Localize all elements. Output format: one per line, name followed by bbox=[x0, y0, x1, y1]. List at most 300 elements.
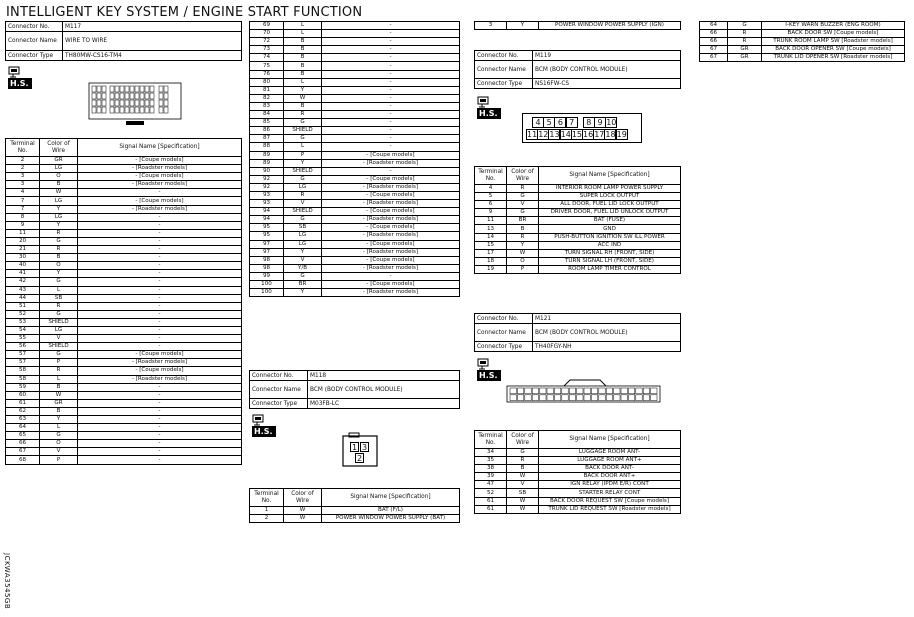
terminal-no: 67 bbox=[700, 54, 728, 62]
wire-color: B bbox=[507, 465, 539, 473]
wire-color: O bbox=[507, 257, 539, 265]
signal-name: - bbox=[78, 294, 242, 302]
terminal-no: 65 bbox=[6, 432, 40, 440]
terminal-no: 41 bbox=[6, 270, 40, 278]
signal-name: - bbox=[322, 30, 460, 38]
pin-cavity bbox=[125, 93, 129, 99]
terminal-no: 52 bbox=[6, 310, 40, 318]
label: Connector No. bbox=[6, 22, 63, 32]
connector-pin: 10 bbox=[606, 118, 617, 127]
connector-type: M03FB-LC bbox=[308, 399, 460, 409]
wire-color: SB bbox=[507, 489, 539, 497]
connector-no: M117 bbox=[63, 22, 242, 32]
table-row bbox=[250, 135, 460, 143]
connector-pin: 11 bbox=[527, 130, 538, 139]
table-row bbox=[6, 326, 242, 334]
table-row bbox=[6, 343, 242, 351]
pin-cavity bbox=[150, 100, 154, 106]
signal-name: - bbox=[322, 135, 460, 143]
terminal-no: 38 bbox=[475, 465, 507, 473]
table-row bbox=[250, 62, 460, 70]
wire-color: BR bbox=[284, 281, 322, 289]
m121-terminal-table bbox=[474, 430, 681, 514]
m119-connector-face bbox=[522, 113, 642, 143]
table-row bbox=[475, 505, 681, 513]
wire-color: LG bbox=[40, 165, 78, 173]
signal-name: - [Coupe models] bbox=[78, 173, 242, 181]
wire-color: W bbox=[40, 391, 78, 399]
terminal-no: 57 bbox=[6, 359, 40, 367]
header-color: Color of Wire bbox=[284, 489, 322, 507]
table-row bbox=[250, 232, 460, 240]
terminal-no: 63 bbox=[6, 416, 40, 424]
signal-name: - bbox=[78, 407, 242, 415]
m118-terminal-table bbox=[249, 488, 460, 523]
terminal-no: 57 bbox=[6, 351, 40, 359]
connector-type: TH40FGY-NH bbox=[533, 342, 681, 352]
pin-cavity bbox=[606, 388, 612, 394]
terminal-no: 56 bbox=[6, 343, 40, 351]
label: Connector Name bbox=[6, 32, 63, 51]
table-row bbox=[6, 302, 242, 310]
terminal-no: 47 bbox=[475, 481, 507, 489]
table-row bbox=[6, 173, 242, 181]
signal-name: - bbox=[322, 78, 460, 86]
pin-cavity bbox=[562, 395, 568, 401]
wire-color: B bbox=[284, 102, 322, 110]
terminal-no: 60 bbox=[6, 391, 40, 399]
pin-cavity bbox=[145, 107, 149, 113]
header-color: Color of Wire bbox=[507, 431, 539, 449]
table-row bbox=[700, 54, 905, 62]
table-row bbox=[250, 248, 460, 256]
pin-cavity bbox=[547, 388, 553, 394]
table-row bbox=[6, 359, 242, 367]
terminal-no: 13 bbox=[475, 225, 507, 233]
signal-name: - bbox=[78, 221, 242, 229]
pin-cavity bbox=[636, 395, 642, 401]
pin-cavity bbox=[164, 86, 168, 92]
pin-cavity bbox=[584, 395, 590, 401]
pin-cavity bbox=[577, 395, 583, 401]
terminal-no: 88 bbox=[250, 143, 284, 151]
wire-color: W bbox=[507, 249, 539, 257]
terminal-no: 73 bbox=[250, 46, 284, 54]
wire-color: B bbox=[40, 181, 78, 189]
wire-color: V bbox=[284, 200, 322, 208]
table-row bbox=[475, 497, 681, 505]
terminal-no: 51 bbox=[6, 302, 40, 310]
pin-cavity bbox=[145, 86, 149, 92]
pin-cavity bbox=[517, 395, 523, 401]
m117-connector-face bbox=[88, 82, 184, 126]
signal-name: - bbox=[322, 272, 460, 280]
wire-color: R bbox=[40, 302, 78, 310]
signal-name: - bbox=[78, 270, 242, 278]
table-row bbox=[250, 111, 460, 119]
terminal-no: 15 bbox=[475, 241, 507, 249]
signal-name: - bbox=[78, 424, 242, 432]
pin-2: 2 bbox=[356, 454, 363, 463]
table-row bbox=[6, 286, 242, 294]
terminal-no: 76 bbox=[250, 70, 284, 78]
pin-cavity bbox=[621, 388, 627, 394]
table-row bbox=[6, 270, 242, 278]
terminal-no: 21 bbox=[6, 246, 40, 254]
terminal-no: 100 bbox=[250, 281, 284, 289]
terminal-no: 39 bbox=[475, 473, 507, 481]
label: Connector No. bbox=[475, 314, 533, 324]
signal-name: STARTER RELAY CONT bbox=[539, 489, 681, 497]
connector-type: TH80MW-CS16-TM4 bbox=[63, 51, 242, 61]
pin-cavity bbox=[135, 107, 139, 113]
wire-color: R bbox=[507, 457, 539, 465]
m121-connector-face bbox=[506, 378, 662, 404]
wire-color: Y bbox=[284, 159, 322, 167]
pin-cavity bbox=[554, 395, 560, 401]
pin-cavity bbox=[532, 388, 538, 394]
signal-name: - bbox=[78, 343, 242, 351]
signal-name: - [Coupe models] bbox=[322, 256, 460, 264]
signal-name: TRUNK LID REQUEST SW [Roadster models] bbox=[539, 505, 681, 513]
pin-cavity bbox=[130, 93, 134, 99]
pin-cavity bbox=[651, 388, 657, 394]
terminal-no: 11 bbox=[6, 229, 40, 237]
wire-color: Y bbox=[284, 248, 322, 256]
pin-cavity bbox=[92, 86, 96, 92]
table-row bbox=[250, 191, 460, 199]
wire-color: Y bbox=[40, 416, 78, 424]
pin-cavity bbox=[517, 388, 523, 394]
hs-icon bbox=[476, 358, 502, 380]
wire-color: Y bbox=[284, 289, 322, 297]
pin-cavity bbox=[164, 100, 168, 106]
signal-name: - [Roadster models] bbox=[322, 264, 460, 272]
table-row bbox=[250, 264, 460, 272]
pin-cavity bbox=[525, 395, 531, 401]
hs-icon bbox=[251, 414, 277, 436]
wire-color: W bbox=[40, 189, 78, 197]
terminal-no: 97 bbox=[250, 240, 284, 248]
signal-name: - [Roadster models] bbox=[322, 216, 460, 224]
signal-name: DRIVER DOOR, FUEL LID UNLOCK OUTPUT bbox=[539, 209, 681, 217]
figure-id: JCKWA3545GB bbox=[3, 553, 11, 610]
table-row bbox=[6, 391, 242, 399]
wire-color: GR bbox=[40, 399, 78, 407]
pin-cavity bbox=[115, 107, 119, 113]
table-row bbox=[6, 229, 242, 237]
connector-pin: 5 bbox=[543, 117, 555, 128]
terminal-no: 53 bbox=[6, 318, 40, 326]
connector-pin: 12 bbox=[538, 130, 549, 139]
signal-name: POWER WINDOW POWER SUPPLY (BAT) bbox=[322, 515, 460, 523]
pin-cavity bbox=[510, 395, 516, 401]
terminal-no: 8 bbox=[6, 213, 40, 221]
terminal-no: 7 bbox=[6, 205, 40, 213]
terminal-no: 20 bbox=[6, 237, 40, 245]
pin-cavity bbox=[92, 100, 96, 106]
terminal-no: 34 bbox=[475, 449, 507, 457]
signal-name: - bbox=[322, 46, 460, 54]
wire-color: G bbox=[507, 209, 539, 217]
pin-1: 1 bbox=[351, 443, 358, 452]
signal-name: - bbox=[322, 127, 460, 135]
table-row bbox=[250, 70, 460, 78]
connector-name: BCM (BODY CONTROL MODULE) bbox=[308, 381, 460, 399]
header-signal: Signal Name [Specification] bbox=[322, 489, 460, 507]
signal-name: BACK DOOR REQUEST SW [Coupe models] bbox=[539, 497, 681, 505]
wire-color: B bbox=[40, 254, 78, 262]
wire-color: SB bbox=[284, 224, 322, 232]
signal-name: - bbox=[78, 262, 242, 270]
terminal-no: 66 bbox=[700, 38, 728, 46]
pin-cavity bbox=[140, 100, 144, 106]
pin-cavity bbox=[110, 86, 114, 92]
connector-pin: 8 bbox=[583, 117, 595, 128]
wire-color: G bbox=[507, 449, 539, 457]
table-row bbox=[250, 143, 460, 151]
signal-name: - [Coupe models] bbox=[78, 367, 242, 375]
terminal-no: 66 bbox=[700, 30, 728, 38]
table-row bbox=[6, 399, 242, 407]
header-signal: Signal Name [Specification] bbox=[539, 431, 681, 449]
signal-name: - bbox=[78, 391, 242, 399]
pin-cavity bbox=[120, 93, 124, 99]
pin-cavity bbox=[102, 100, 106, 106]
wire-color: W bbox=[284, 507, 322, 515]
pin-cavity bbox=[159, 100, 163, 106]
m118-info bbox=[249, 370, 460, 409]
pin-cavity bbox=[130, 107, 134, 113]
wire-color: G bbox=[40, 310, 78, 318]
header-terminal: Terminal No. bbox=[475, 167, 507, 185]
terminal-no: 3 bbox=[6, 173, 40, 181]
header-terminal: Terminal No. bbox=[475, 431, 507, 449]
table-row bbox=[475, 465, 681, 473]
signal-name: - bbox=[322, 102, 460, 110]
signal-name: - [Coupe models] bbox=[78, 197, 242, 205]
signal-name: - [Coupe models] bbox=[322, 191, 460, 199]
signal-name: - bbox=[78, 448, 242, 456]
signal-name: TURN SIGNAL RH (FRONT, SIDE) bbox=[539, 249, 681, 257]
terminal-no: 30 bbox=[6, 254, 40, 262]
signal-name: PUSH-BUTTON IGNITION SW ILL POWER bbox=[539, 233, 681, 241]
table-row bbox=[250, 515, 460, 523]
signal-name: - bbox=[78, 286, 242, 294]
table-row bbox=[6, 205, 242, 213]
terminal-no: 42 bbox=[6, 278, 40, 286]
wire-color: G bbox=[284, 119, 322, 127]
connector-pin: 6 bbox=[554, 117, 566, 128]
hs-label: H.S. bbox=[254, 427, 273, 436]
signal-name: - [Roadster models] bbox=[78, 359, 242, 367]
pin-cavity bbox=[102, 93, 106, 99]
wire-color: BR bbox=[507, 217, 539, 225]
signal-name: - bbox=[78, 302, 242, 310]
signal-name: TURN SIGNAL LH (FRONT, SIDE) bbox=[539, 257, 681, 265]
connector-pin: 14 bbox=[560, 130, 571, 139]
pin-cavity bbox=[159, 107, 163, 113]
pin-cavity bbox=[540, 395, 546, 401]
signal-name: - bbox=[78, 278, 242, 286]
signal-name: POWER WINDOW POWER SUPPLY (IGN) bbox=[539, 22, 681, 30]
pin-cavity bbox=[547, 395, 553, 401]
signal-name: - bbox=[78, 246, 242, 254]
wire-color: R bbox=[507, 233, 539, 241]
terminal-no: 67 bbox=[6, 448, 40, 456]
terminal-no: 1 bbox=[250, 507, 284, 515]
table-row bbox=[475, 209, 681, 217]
pin-cavity bbox=[591, 395, 597, 401]
signal-name: BACK DOOR OPENER SW [Coupe models] bbox=[762, 46, 905, 54]
pin-cavity bbox=[92, 107, 96, 113]
pin-cavity bbox=[97, 100, 101, 106]
signal-name: BAT (F/L) bbox=[322, 507, 460, 515]
table-row bbox=[6, 424, 242, 432]
wire-color: O bbox=[40, 262, 78, 270]
terminal-no: 95 bbox=[250, 232, 284, 240]
signal-name: - bbox=[322, 119, 460, 127]
signal-name: ACC IND bbox=[539, 241, 681, 249]
wire-color: G bbox=[40, 237, 78, 245]
terminal-no: 70 bbox=[250, 30, 284, 38]
pin-cavity bbox=[159, 93, 163, 99]
terminal-no: 58 bbox=[6, 375, 40, 383]
wire-color: W bbox=[507, 497, 539, 505]
wire-color: B bbox=[284, 46, 322, 54]
terminal-no: 61 bbox=[475, 497, 507, 505]
wire-color: SHIELD bbox=[40, 318, 78, 326]
signal-name: LUGGAGE ROOM ANT- bbox=[539, 449, 681, 457]
terminal-no: 64 bbox=[700, 22, 728, 30]
signal-name: - [Roadster models] bbox=[322, 248, 460, 256]
pin-cavity bbox=[120, 100, 124, 106]
pin-cavity bbox=[614, 388, 620, 394]
table-row bbox=[250, 38, 460, 46]
table-row bbox=[6, 310, 242, 318]
wire-color: LG bbox=[284, 240, 322, 248]
pin-cavity bbox=[510, 388, 516, 394]
pin-cavity bbox=[651, 395, 657, 401]
terminal-no: 82 bbox=[250, 94, 284, 102]
signal-name: - bbox=[78, 237, 242, 245]
table-row bbox=[250, 208, 460, 216]
wire-color: L bbox=[40, 286, 78, 294]
pin-cavity bbox=[110, 107, 114, 113]
page-title: INTELLIGENT KEY SYSTEM / ENGINE START FUNCTION bbox=[6, 5, 363, 20]
terminal-no: 87 bbox=[250, 135, 284, 143]
wire-color: LG bbox=[284, 183, 322, 191]
wire-color: L bbox=[40, 375, 78, 383]
signal-name: - bbox=[322, 111, 460, 119]
connector-no: M118 bbox=[308, 371, 460, 381]
terminal-no: 14 bbox=[475, 233, 507, 241]
terminal-no: 18 bbox=[475, 257, 507, 265]
table-row bbox=[6, 278, 242, 286]
pin-cavity bbox=[130, 86, 134, 92]
table-row bbox=[250, 183, 460, 191]
connector-name: BCM (BODY CONTROL MODULE) bbox=[533, 324, 681, 342]
pin-cavity bbox=[562, 388, 568, 394]
terminal-no: 75 bbox=[250, 62, 284, 70]
terminal-no: 98 bbox=[250, 256, 284, 264]
pin-cavity bbox=[150, 107, 154, 113]
signal-name: - [Coupe models] bbox=[322, 151, 460, 159]
pin-cavity bbox=[621, 395, 627, 401]
terminal-no: 19 bbox=[475, 265, 507, 273]
table-row bbox=[6, 383, 242, 391]
connector-no: M121 bbox=[533, 314, 681, 324]
m119-info bbox=[474, 50, 681, 89]
wire-color: SHIELD bbox=[284, 127, 322, 135]
signal-name: - [Coupe models] bbox=[78, 351, 242, 359]
wire-color: G bbox=[284, 216, 322, 224]
table-row bbox=[250, 289, 460, 297]
pin-cavity bbox=[102, 107, 106, 113]
terminal-no: 90 bbox=[250, 167, 284, 175]
wire-color: G bbox=[284, 175, 322, 183]
signal-name: - [Coupe models] bbox=[322, 208, 460, 216]
signal-name: BACK DOOR SW [Coupe models] bbox=[762, 30, 905, 38]
table-row bbox=[6, 294, 242, 302]
table-row bbox=[250, 46, 460, 54]
wire-color: V bbox=[507, 481, 539, 489]
table-row bbox=[475, 233, 681, 241]
connector-pin: 15 bbox=[571, 130, 582, 139]
table-row bbox=[475, 257, 681, 265]
wire-color: O bbox=[40, 440, 78, 448]
pin-cavity bbox=[115, 93, 119, 99]
terminal-no: 3 bbox=[6, 181, 40, 189]
table-row bbox=[475, 473, 681, 481]
terminal-no: 58 bbox=[6, 367, 40, 375]
table-row bbox=[6, 246, 242, 254]
signal-name: - bbox=[78, 416, 242, 424]
table-row bbox=[250, 507, 460, 515]
signal-name: ROOM LAMP TIMER CONTROL bbox=[539, 265, 681, 273]
pin-cavity bbox=[140, 107, 144, 113]
wire-color: W bbox=[284, 94, 322, 102]
label: Connector Type bbox=[475, 79, 533, 89]
table-row bbox=[475, 489, 681, 497]
pin-cavity bbox=[115, 86, 119, 92]
signal-name: - bbox=[78, 399, 242, 407]
header-color: Color of Wire bbox=[40, 139, 78, 157]
pin-cavity bbox=[614, 395, 620, 401]
wire-color: V bbox=[284, 256, 322, 264]
wire-color: L bbox=[284, 30, 322, 38]
pin-cavity bbox=[110, 93, 114, 99]
signal-name: - bbox=[78, 335, 242, 343]
header-color: Color of Wire bbox=[507, 167, 539, 185]
wire-color: B bbox=[284, 38, 322, 46]
terminal-no: 2 bbox=[6, 165, 40, 173]
header-signal: Signal Name [Specification] bbox=[539, 167, 681, 185]
table-row bbox=[6, 375, 242, 383]
signal-name: BAT (FUSE) bbox=[539, 217, 681, 225]
pin-cavity bbox=[97, 107, 101, 113]
signal-name: SUPER LOCK OUTPUT bbox=[539, 193, 681, 201]
wire-color: Y bbox=[284, 86, 322, 94]
pin-cavity bbox=[115, 100, 119, 106]
wire-color: R bbox=[40, 229, 78, 237]
hs-label: H.S. bbox=[479, 109, 498, 118]
table-row bbox=[6, 432, 242, 440]
wire-color: G bbox=[728, 22, 762, 30]
table-row bbox=[250, 151, 460, 159]
signal-name: - bbox=[322, 143, 460, 151]
terminal-no: 93 bbox=[250, 200, 284, 208]
